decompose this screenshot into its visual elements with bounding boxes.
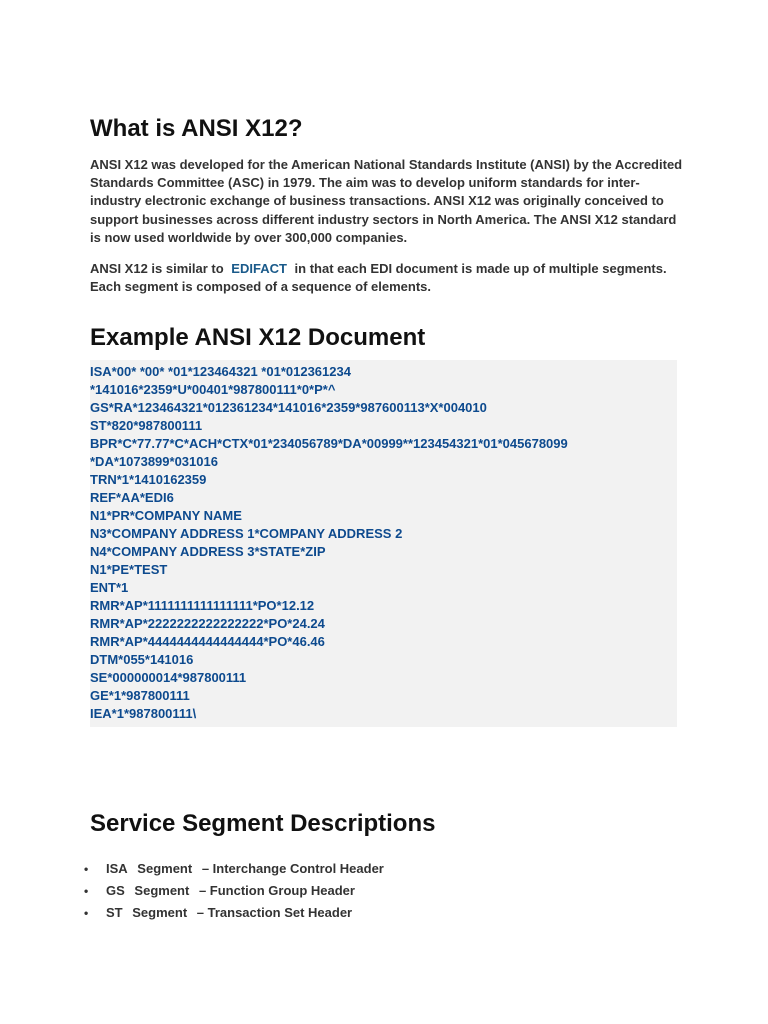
code-line: IEA*1*987800111\: [90, 706, 197, 722]
article-content: [84, 112, 690, 924]
code-line: GE*1*987800111: [90, 688, 190, 704]
segment-code: GS: [106, 883, 125, 899]
heading-example-document: Example ANSI X12 Document: [90, 324, 426, 352]
edifact-paragraph: [90, 260, 690, 296]
segment-word: Segment: [137, 861, 193, 877]
code-line: ISA*00* *00* *01*123464321 *01*012361234: [90, 364, 351, 380]
code-block: [90, 360, 677, 727]
edifact-paragraph-before: ANSI X12 is similar to: [90, 261, 224, 277]
segment-description: – Transaction Set Header: [196, 905, 353, 921]
code-line: TRN*1*1410162359: [90, 472, 207, 488]
code-line: RMR*AP*1111111111111111*PO*12.12: [90, 598, 315, 614]
code-line: N4*COMPANY ADDRESS 3*STATE*ZIP: [90, 544, 326, 560]
segment-description: – Function Group Header: [198, 883, 355, 899]
code-line: SE*000000014*987800111: [90, 670, 247, 686]
code-line: N1*PR*COMPANY NAME: [90, 508, 242, 524]
code-line: DTM*055*141016: [90, 652, 194, 668]
code-line: *DA*1073899*031016: [90, 454, 218, 470]
code-line: GS*RA*123464321*012361234*141016*2359*987600113*X*004010: [90, 400, 487, 416]
segment-word: Segment: [132, 905, 188, 921]
segment-description: – Interchange Control Header: [201, 861, 384, 877]
code-line: N1*PE*TEST: [90, 562, 168, 578]
code-line: RMR*AP*2222222222222222*PO*24.24: [90, 616, 325, 632]
edifact-paragraph-after: in that each EDI document is made up of multiple segments. Each segment is composed of a sequence of elements.: [90, 261, 667, 295]
code-line: *141016*2359*U*00401*987800111*0*P*^: [90, 382, 336, 398]
code-line: ST*820*987800111: [90, 418, 203, 434]
segment-word: Segment: [134, 883, 190, 899]
segment-code: ST: [106, 905, 123, 921]
segment-list: [84, 858, 690, 924]
code-line: BPR*C*77.77*C*ACH*CTX*01*234056789*DA*00999**123454321*01*045678099: [90, 436, 568, 452]
heading-what-is-ansi-x12: What is ANSI X12?: [90, 115, 303, 142]
intro-paragraph: ANSI X12 was developed for the American National Standards Institute (ANSI) by the Accredited Standards Committee (ASC) in 1979. The aim was to develop uniform standards for inter-industry electronic exchange of business transactions. ANSI X12 was originally conceived to support businesses across different industry sectors in North America. The ANSI X12 standard is now used worldwide by over 300,000 companies.: [90, 157, 683, 245]
bullet-icon: •: [84, 906, 89, 921]
list-item-gs: [84, 880, 690, 902]
list-item-isa: [84, 858, 690, 880]
code-line: REF*AA*EDI6: [90, 490, 174, 506]
code-line: N3*COMPANY ADDRESS 1*COMPANY ADDRESS 2: [90, 526, 403, 542]
code-line: ENT*1: [90, 580, 129, 596]
code-line: RMR*AP*4444444444444444*PO*46.46: [90, 634, 325, 650]
bullet-icon: •: [84, 884, 89, 899]
segment-code: ISA: [106, 861, 128, 877]
edifact-link[interactable]: EDIFACT: [231, 261, 287, 277]
list-item-st: [84, 902, 690, 924]
bullet-icon: •: [84, 862, 89, 877]
heading-service-segments: Service Segment Descriptions: [90, 810, 436, 838]
